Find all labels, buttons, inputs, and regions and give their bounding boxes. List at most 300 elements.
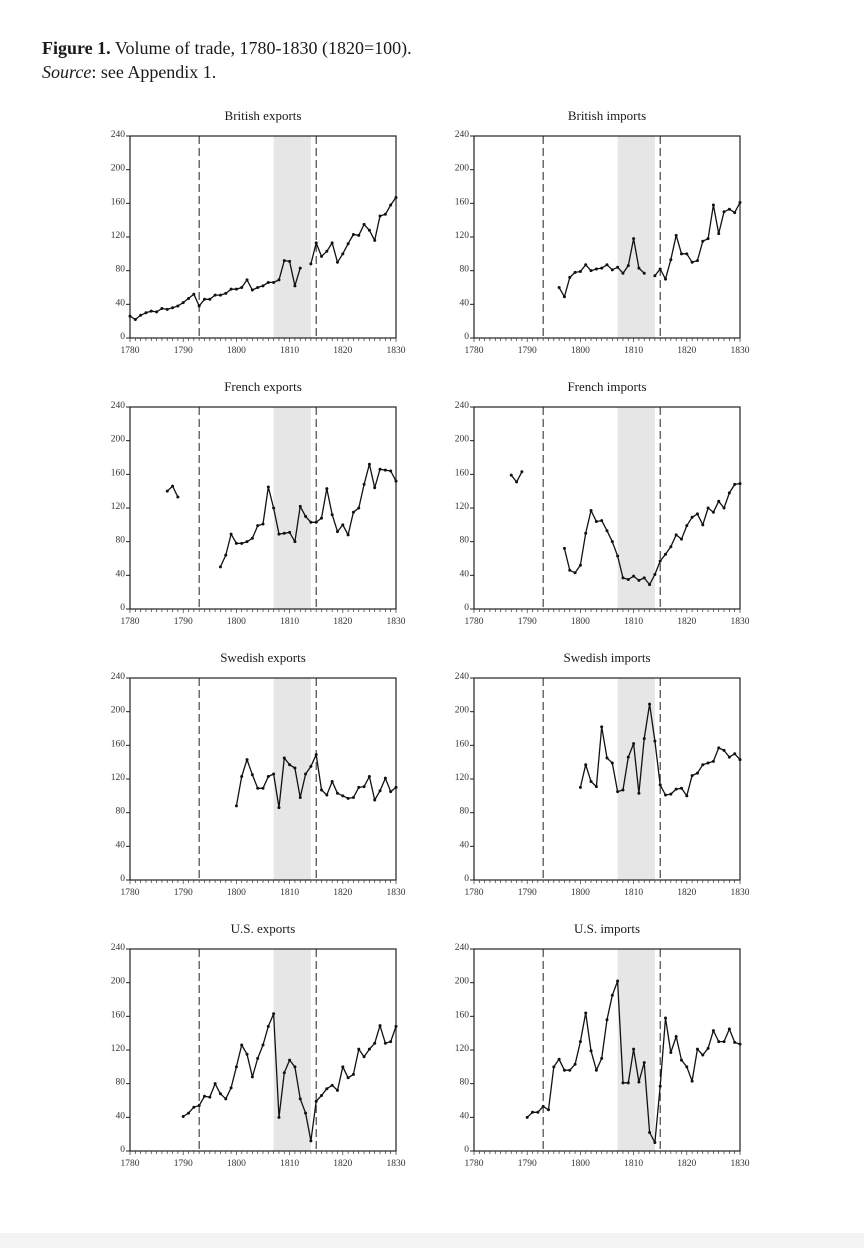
y-tick-label: 40 [115,1111,125,1122]
data-point [283,532,286,535]
data-point [267,485,270,488]
data-point [691,261,694,264]
x-tick-label: 1800 [570,346,590,356]
chart-title: U.S. imports [573,921,641,936]
y-tick-label: 200 [454,976,469,987]
data-point [648,583,651,586]
data-point [219,565,222,568]
x-tick-label: 1810 [624,1159,644,1169]
y-tick-label: 0 [464,603,469,613]
data-point [712,204,715,207]
chart-title: Swedish exports [220,650,306,665]
data-point [685,1065,688,1068]
data-point [373,486,376,489]
panel-british-exports [111,108,406,356]
data-point [368,775,371,778]
data-point [685,794,688,797]
data-point [267,281,270,284]
plot-frame [130,407,396,609]
data-point [293,540,296,543]
data-point [304,772,307,775]
x-tick-label: 1830 [730,888,750,898]
data-point [717,1040,720,1043]
data-point [182,1115,185,1118]
x-tick-label: 1780 [120,1159,140,1169]
data-point [395,786,398,789]
data-point [712,1029,715,1032]
data-point [373,239,376,242]
data-point [632,575,635,578]
data-point [352,796,355,799]
panel-british-imports [455,108,750,356]
data-point [267,1025,270,1028]
data-point [309,765,312,768]
x-tick-label: 1820 [677,346,697,356]
data-point [262,787,265,790]
x-tick-label: 1820 [677,888,697,898]
y-tick-label: 120 [454,231,469,241]
data-point [203,298,206,301]
data-point [320,788,323,791]
data-point [325,487,328,490]
data-point [733,211,736,214]
data-point [739,482,742,485]
data-point [712,760,715,763]
data-point [325,793,328,796]
data-point [373,1042,376,1045]
data-point [600,267,603,270]
data-point [363,483,366,486]
data-point [379,1024,382,1027]
data-point [331,241,334,244]
y-tick-label: 240 [454,672,469,682]
series-line-0 [167,486,178,497]
y-tick-label: 0 [464,874,469,884]
data-point [733,483,736,486]
data-point [707,507,710,510]
y-tick-label: 120 [110,231,125,241]
data-point [272,281,275,284]
data-point [251,537,254,540]
data-point [664,793,667,796]
data-point [134,318,137,321]
x-tick-label: 1800 [570,1159,590,1169]
data-point [325,250,328,253]
data-point [680,252,683,255]
x-tick-label: 1780 [120,617,140,627]
y-tick-label: 120 [110,502,125,512]
data-point [723,1040,726,1043]
data-point [336,530,339,533]
data-point [616,979,619,982]
data-point [363,223,366,226]
data-point [347,242,350,245]
x-tick-label: 1810 [280,888,300,898]
data-point [579,786,582,789]
panel-swedish-exports [111,650,406,898]
data-point [240,542,243,545]
data-point [675,234,678,237]
data-point [627,756,630,759]
data-point [187,297,190,300]
data-point [680,787,683,790]
x-tick-label: 1820 [677,617,697,627]
data-point [675,533,678,536]
data-point [723,507,726,510]
x-tick-label: 1790 [173,1159,193,1169]
data-point [336,261,339,264]
data-point [293,767,296,770]
chart-title: French exports [224,379,302,394]
x-tick-label: 1820 [333,888,353,898]
data-point [627,264,630,267]
y-tick-label: 80 [115,806,125,817]
data-point [584,532,587,535]
data-point [331,513,334,516]
x-tick-label: 1790 [173,888,193,898]
data-point [384,777,387,780]
data-point [198,1104,201,1107]
data-point [384,469,387,472]
data-point [648,703,651,706]
y-tick-label: 40 [115,569,125,580]
data-point [595,785,598,788]
y-tick-label: 240 [454,130,469,140]
x-tick-label: 1800 [226,346,246,356]
data-point [728,208,731,211]
data-point [320,255,323,258]
data-point [230,533,233,536]
x-tick-label: 1790 [517,346,537,356]
data-point [616,790,619,793]
panel-u-s-imports [455,921,750,1169]
data-point [659,783,662,786]
data-point [272,507,275,510]
data-point [526,1116,529,1119]
data-point [288,1059,291,1062]
data-point [256,286,259,289]
data-point [680,538,683,541]
data-point [542,1105,545,1108]
y-tick-label: 120 [454,502,469,512]
data-point [240,286,243,289]
data-point [637,267,640,270]
y-tick-label: 40 [459,298,469,309]
data-point [723,749,726,752]
data-point [336,792,339,795]
data-point [379,468,382,471]
panel-u-s-exports [111,921,406,1169]
data-point [627,1081,630,1084]
page-bottom-band [0,1233,864,1248]
data-point [240,775,243,778]
y-tick-label: 240 [110,672,125,682]
data-point [606,1018,609,1021]
x-tick-label: 1780 [464,617,484,627]
y-tick-label: 80 [115,1077,125,1088]
data-point [728,1027,731,1030]
y-tick-label: 40 [115,840,125,851]
y-tick-label: 40 [459,840,469,851]
source-label: Source [42,62,92,82]
series-line-1 [311,197,396,264]
x-tick-label: 1780 [464,888,484,898]
data-point [563,1069,566,1072]
x-tick-label: 1780 [464,1159,484,1169]
data-point [166,490,169,493]
data-point [315,1100,318,1103]
data-point [176,305,179,308]
data-point [315,753,318,756]
data-point [155,310,158,313]
data-point [357,507,360,510]
data-point [707,762,710,765]
data-point [568,276,571,279]
data-point [341,1065,344,1068]
data-point [669,1051,672,1054]
y-tick-label: 160 [454,1010,469,1021]
data-point [696,512,699,515]
data-point [288,763,291,766]
chart-title: British imports [567,108,647,123]
chart-title: French imports [567,379,647,394]
data-point [653,274,656,277]
data-point [224,554,227,557]
data-point [352,511,355,514]
y-tick-label: 0 [120,332,125,342]
shaded-period [618,136,655,338]
data-point [389,469,392,472]
data-point [283,1071,286,1074]
data-point [230,1086,233,1089]
x-tick-label: 1810 [280,617,300,627]
data-point [685,252,688,255]
data-point [659,560,662,563]
data-point [739,1043,742,1046]
data-point [309,262,312,265]
x-tick-label: 1810 [624,888,644,898]
x-tick-label: 1790 [517,888,537,898]
panel-french-imports [455,379,750,627]
data-point [621,1081,624,1084]
y-tick-label: 80 [459,806,469,817]
data-point [315,521,318,524]
data-point [728,491,731,494]
data-point [696,772,699,775]
data-point [331,780,334,783]
data-point [384,1042,387,1045]
data-point [600,519,603,522]
data-point [198,305,201,308]
data-point [632,1048,635,1051]
data-point [574,271,577,274]
data-point [701,1054,704,1057]
data-point [717,500,720,503]
y-tick-label: 0 [120,603,125,613]
data-point [309,1139,312,1142]
shaded-period [274,678,311,880]
data-point [675,788,678,791]
shaded-period [274,407,311,609]
data-point [230,288,233,291]
data-point [675,1035,678,1038]
data-point [707,1047,710,1050]
chart-title: U.S. exports [230,921,296,936]
data-point [510,474,513,477]
data-point [288,260,291,263]
data-point [664,278,667,281]
data-point [384,213,387,216]
data-point [341,794,344,797]
data-point [595,267,598,270]
data-point [563,295,566,298]
y-tick-label: 40 [459,1111,469,1122]
data-point [251,289,254,292]
y-tick-label: 200 [454,163,469,174]
data-point [552,1065,555,1068]
data-point [691,774,694,777]
data-point [203,1095,206,1098]
data-point [531,1111,534,1114]
chart-title: British exports [224,108,302,123]
data-point [256,524,259,527]
data-point [595,520,598,523]
data-point [685,524,688,527]
x-tick-label: 1780 [120,888,140,898]
figure-label: Figure 1. [42,38,111,58]
data-point [606,756,609,759]
data-point [272,772,275,775]
data-point [283,756,286,759]
data-point [606,529,609,532]
data-point [600,725,603,728]
data-point [277,278,280,281]
x-tick-label: 1830 [386,888,406,898]
x-tick-label: 1820 [333,617,353,627]
data-point [395,480,398,483]
data-point [568,1069,571,1072]
data-point [299,1097,302,1100]
data-point [584,1011,587,1014]
data-point [320,1094,323,1097]
y-tick-label: 200 [110,976,125,987]
data-point [304,1112,307,1115]
data-point [520,470,523,473]
data-point [395,1025,398,1028]
data-point [648,1131,651,1134]
data-point [331,1084,334,1087]
x-tick-label: 1810 [280,1159,300,1169]
y-tick-label: 240 [110,943,125,953]
figure-title: Volume of trade, 1780-1830 (1820=100). [114,38,412,58]
data-point [304,515,307,518]
data-point [139,314,142,317]
y-tick-label: 80 [459,1077,469,1088]
x-tick-label: 1800 [570,617,590,627]
data-point [240,1043,243,1046]
y-tick-label: 0 [120,874,125,884]
data-point [611,762,614,765]
data-point [187,1112,190,1115]
data-point [214,294,217,297]
data-point [235,288,238,291]
data-point [632,237,635,240]
data-point [267,775,270,778]
y-tick-label: 240 [110,401,125,411]
data-point [627,578,630,581]
plot-frame [130,949,396,1151]
data-point [579,564,582,567]
data-point [246,278,249,281]
data-point [214,1082,217,1085]
x-tick-label: 1790 [517,617,537,627]
data-point [357,786,360,789]
data-point [701,763,704,766]
data-point [347,1076,350,1079]
data-point [336,1089,339,1092]
data-point [590,780,593,783]
data-point [293,284,296,287]
x-tick-label: 1820 [333,346,353,356]
data-point [352,1073,355,1076]
y-tick-label: 200 [110,163,125,174]
y-tick-label: 80 [459,264,469,275]
data-point [144,311,147,314]
data-point [129,315,132,318]
data-point [691,1080,694,1083]
data-point [643,272,646,275]
data-point [395,196,398,199]
data-point [701,240,704,243]
y-tick-label: 0 [464,1145,469,1155]
data-point [717,232,720,235]
data-point [171,485,174,488]
data-point [246,540,249,543]
y-tick-label: 160 [110,739,125,750]
x-tick-label: 1800 [570,888,590,898]
series-line-1 [655,203,740,280]
y-tick-label: 120 [454,773,469,783]
data-point [669,258,672,261]
data-point [208,1096,211,1099]
source-text: : see Appendix 1. [91,62,217,82]
y-tick-label: 160 [454,197,469,208]
data-point [363,1055,366,1058]
y-tick-label: 40 [115,298,125,309]
data-point [653,740,656,743]
y-tick-label: 200 [454,705,469,716]
data-point [616,554,619,557]
data-point [352,233,355,236]
data-point [558,286,561,289]
data-point [669,545,672,548]
data-point [166,308,169,311]
data-point [664,553,667,556]
data-point [515,480,518,483]
data-point [590,269,593,272]
x-tick-label: 1790 [517,1159,537,1169]
data-point [176,496,179,499]
data-point [600,1057,603,1060]
data-point [723,210,726,213]
data-point [379,214,382,217]
data-point [219,294,222,297]
y-tick-label: 160 [110,468,125,479]
data-point [192,1106,195,1109]
x-tick-label: 1830 [730,617,750,627]
data-point [219,1092,222,1095]
data-point [235,1065,238,1068]
